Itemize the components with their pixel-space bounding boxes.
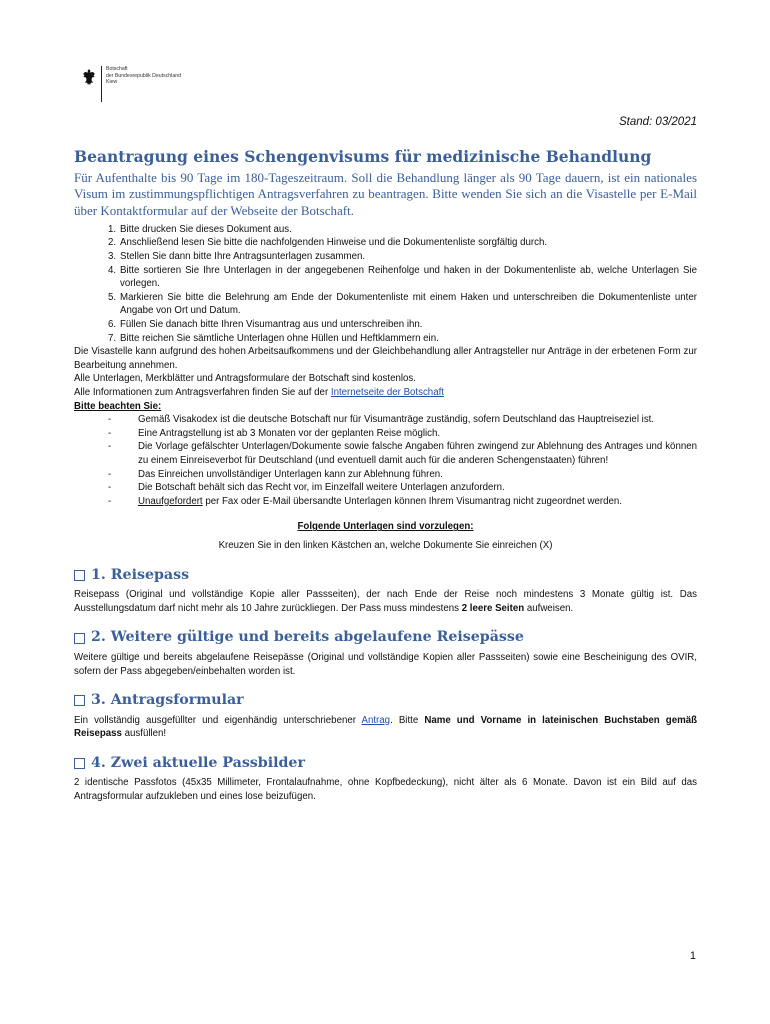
- section-title: 3. Antragsformular: [91, 692, 244, 709]
- letterhead: [82, 66, 181, 102]
- bullet-dash: -: [108, 441, 112, 453]
- note-rest: per Fax oder E-Mail übersandte Unterlagen können Ihrem Visumantrag nicht zugeordnet werden.: [202, 495, 622, 507]
- step-text: Stellen Sie dann bitte Ihre Antragsunterlagen zusammen.: [120, 251, 366, 263]
- list-item: [74, 332, 697, 346]
- embassy-website-link[interactable]: Internetseite der Botschaft: [330, 387, 444, 399]
- list-item: [74, 440, 697, 467]
- section-heading-reisepass: [74, 566, 697, 583]
- list-item: [74, 468, 697, 482]
- list-item: [74, 481, 697, 495]
- section-heading-antragsformular: [74, 694, 697, 708]
- workload-paragraph: Die Visastelle kann aufgrund des hohen Arbeitsaufkommens und der Gleichbehandlung aller Antragsteller nur Anträge in der erbetenen Form zur Bearbeitung annehmen.: [74, 346, 697, 371]
- section-title: 1. Reisepass: [91, 566, 190, 583]
- step-text: Bitte drucken Sie dieses Dokument aus.: [120, 223, 292, 235]
- bullet-dash: -: [108, 427, 112, 439]
- free-of-charge-paragraph: Alle Unterlagen, Merkblätter und Antragsformulare der Botschaft sind kostenlos.: [74, 373, 416, 385]
- list-item: [74, 291, 697, 318]
- letterhead-divider: [101, 66, 102, 102]
- step-number: 5.: [108, 291, 117, 303]
- instructions: [74, 223, 697, 804]
- section-text: Reisepass (Original und vollständige Kopie aller Passseiten), der nach Ende der Reise noch mindestens 3 Monate gültig ist. Das Ausstellungsdatum darf nicht mehr als 10 Jahre zurückliegen. Der Pass muss mindestens: [74, 589, 697, 614]
- notice-heading: Bitte beachten Sie:: [74, 400, 162, 412]
- step-number: 7.: [108, 332, 117, 344]
- list-item: [74, 223, 697, 237]
- section-title: 2. Weitere gültige und bereits abgelaufene Reisepässe: [91, 629, 524, 646]
- notes-list: [74, 413, 697, 508]
- note-text: [138, 495, 697, 509]
- list-item: [74, 264, 697, 291]
- step-text: Bitte sortieren Sie Ihre Unterlagen in der angegebenen Reihenfolge und haken in der Dokumentenliste ab, welche Unterlagen Sie vorlegen.: [120, 264, 697, 290]
- list-item: [74, 427, 697, 441]
- list-item: [74, 413, 697, 427]
- page-subtitle: Für Aufenthalte bis 90 Tage im 180-Tageszeitraum. Soll die Behandlung länger als 90 Tage dauern, ist ein nationales Visum im zustimmungspflichtigen Antragsverfahren zu beantragen. Bitte wenden Sie sich an die Visastelle per E-Mail über Kontaktformular auf der Webseite der Botschaft.: [74, 170, 697, 218]
- list-item: [74, 250, 697, 264]
- section-text-passbilder: 2 identische Passfotos (45x35 Millimeter, Frontalaufnahme, ohne Kopfbedeckung), nicht älter als 6 Monate. Davon ist ein Bild auf das Antragsformular aufzukleben und eines lose beizufügen.: [74, 777, 697, 803]
- federal-eagle-icon: [82, 68, 96, 86]
- step-number: 2.: [108, 237, 117, 249]
- bullet-dash: -: [108, 414, 112, 426]
- section-title: 4. Zwei aktuelle Passbilder: [91, 754, 305, 771]
- antrag-link[interactable]: Antrag: [361, 714, 391, 726]
- info-text: Alle Informationen zum Antragsverfahren finden Sie auf der: [74, 387, 331, 399]
- note-text: Gemäß Visakodex ist die deutsche Botschaft nur für Visumanträge zuständig, sofern Deutschland das Hauptreiseziel ist.: [138, 414, 655, 426]
- info-paragraph: [74, 386, 697, 400]
- section-text: ausfüllen!: [121, 728, 167, 740]
- section-text-weitere-paesse: Weitere gültige und bereits abgelaufene Reisepässe (Original und vollständige Kopien aller Passseiten) sowie eine Bescheinigung des OVIR, sofern der Pass abgegeben/einbehalten worden ist.: [74, 651, 697, 677]
- letterhead-line: Botschaft: [106, 66, 128, 72]
- checkbox-weitere-paesse[interactable]: [74, 633, 85, 644]
- list-item: [74, 495, 697, 509]
- steps-list: [74, 223, 697, 345]
- letterhead-line: der Bundesrepublik Deutschland: [106, 72, 181, 79]
- section-text-reisepass: [74, 588, 697, 615]
- step-number: 1.: [108, 223, 117, 235]
- documents-instruction: Kreuzen Sie in den linken Kästchen an, welche Dokumente Sie einreichen (X): [218, 539, 553, 551]
- list-item: [74, 236, 697, 250]
- note-text: Die Vorlage gefälschter Unterlagen/Dokumente sowie falsche Angaben führen zwingend zur Ablehnung des Antrages und können zu einem Einreiseverbot für Deutschland (und eventuell damit auch für die anderen Schengenstaaten) führen!: [138, 441, 697, 466]
- checkbox-passbilder[interactable]: [74, 758, 85, 769]
- note-text: Eine Antragstellung ist ab 3 Monaten vor der geplanten Reise möglich.: [138, 427, 441, 439]
- note-text: Die Botschaft behält sich das Recht vor, im Einzelfall weitere Unterlagen anzufordern.: [138, 482, 505, 494]
- page-title: Beantragung eines Schengenvisums für medizinische Behandlung: [74, 147, 652, 166]
- section-text: Ein vollständig ausgefüllter und eigenhändig unterschriebener: [74, 714, 362, 726]
- section-text-bold: 2 leere Seiten: [461, 602, 525, 614]
- step-text: Füllen Sie danach bitte Ihren Visumantrag aus und unterschreiben ihn.: [120, 319, 423, 331]
- section-text: aufweisen.: [524, 602, 574, 614]
- letterhead-line: Kiew: [106, 79, 118, 86]
- step-text: Bitte reichen Sie sämtliche Unterlagen ohne Hüllen und Heftklammern ein.: [120, 332, 439, 344]
- status-date: Stand: 03/2021: [618, 116, 697, 128]
- list-item: [74, 318, 697, 332]
- note-underlined-word: Unaufgefordert: [138, 495, 203, 507]
- note-text: Das Einreichen unvollständiger Unterlagen kann zur Ablehnung führen.: [138, 468, 443, 480]
- bullet-dash: -: [108, 468, 112, 480]
- checkbox-reisepass[interactable]: [74, 570, 85, 581]
- step-number: 3.: [108, 251, 117, 263]
- section-text-antragsformular: [74, 714, 697, 741]
- letterhead-text: [106, 66, 181, 86]
- step-text: Anschließend lesen Sie bitte die nachfolgenden Hinweise und die Dokumentenliste sorgfältig durch.: [120, 237, 548, 249]
- step-number: 4.: [108, 264, 117, 276]
- step-number: 6.: [108, 319, 117, 331]
- bullet-dash: -: [108, 482, 112, 494]
- page-number: 1: [689, 950, 696, 962]
- section-heading-weitere-paesse: [74, 631, 697, 645]
- bullet-dash: -: [108, 495, 112, 507]
- document-body: [74, 146, 697, 804]
- section-heading-passbilder: [74, 754, 697, 771]
- section-text: . Bitte: [390, 714, 425, 726]
- step-text: Markieren Sie bitte die Belehrung am Ende der Dokumentenliste mit einem Haken und unterschreiben die Dokumentenliste unter Angabe von Ort und Datum.: [120, 291, 697, 317]
- checkbox-antragsformular[interactable]: [74, 695, 85, 706]
- section-text-bold: Name und Vorname in lateinischen Buchstaben gemäß Reisepass: [74, 714, 697, 740]
- documents-heading: Folgende Unterlagen sind vorzulegen:: [297, 521, 474, 533]
